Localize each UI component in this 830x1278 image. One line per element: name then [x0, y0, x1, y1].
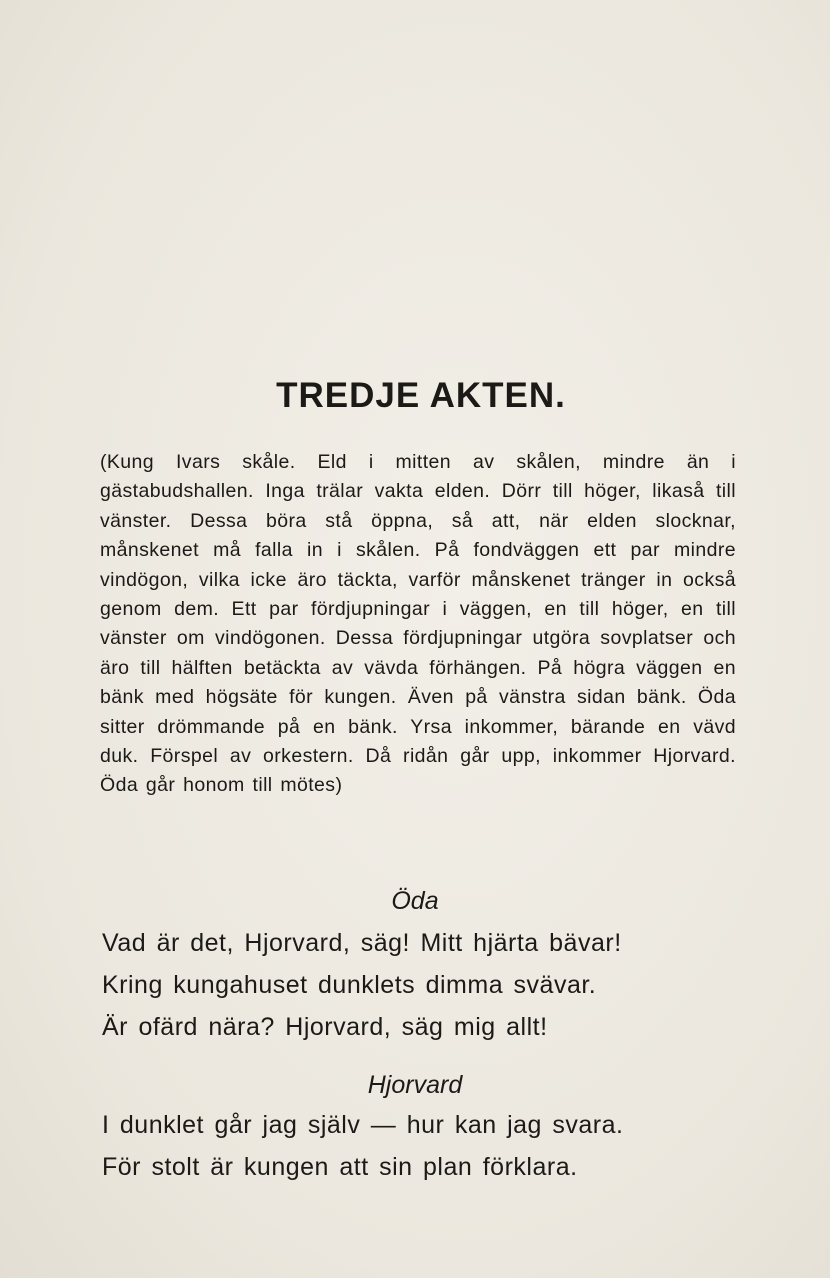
verse-line: I dunklet går jag själv — hur kan jag svara.	[102, 1111, 624, 1139]
verse-line: För stolt är kungen att sin plan förklara.	[102, 1153, 578, 1181]
speech-hjorvard	[102, 1104, 742, 1188]
verse-line: Är ofärd nära? Hjorvard, säg mig allt!	[102, 1013, 548, 1041]
verse-line: Vad är det, Hjorvard, säg! Mitt hjärta bävar!	[102, 929, 622, 957]
verse-line: Kring kungahuset dunklets dimma svävar.	[102, 971, 597, 999]
speaker-oda: Öda	[391, 887, 439, 915]
speech-oda	[102, 922, 742, 1048]
speaker-hjorvard: Hjorvard	[367, 1071, 463, 1099]
stage-direction: (Kung Ivars skåle. Eld i mitten av skålen, mindre än i gästabudshallen. Inga trälar vakta elden. Dörr till höger, likaså till vänster. Dessa böra stå öppna, så att, när elden slocknar, månskenet må falla in i skålen. På fondväggen ett par mindre vindögon, vilka icke äro täckta, varför månskenet tränger in också genom dem. Ett par fördjupningar i väggen, en till höger, en till vänster om vindögonen. Dessa fördjupningar utgöra sovplatser och äro till hälften betäckta av vävda förhängen. På högra väggen en bänk med högsäte för kungen. Även på vänstra sidan bänk. Öda sitter drömmande på en bänk. Yrsa inkommer, bärande en vävd duk. Förspel av orkestern. Då ridån går upp, inkommer Hjorvard. Öda går honom till mötes)	[100, 451, 736, 797]
act-heading: TREDJE AKTEN.	[276, 376, 566, 415]
